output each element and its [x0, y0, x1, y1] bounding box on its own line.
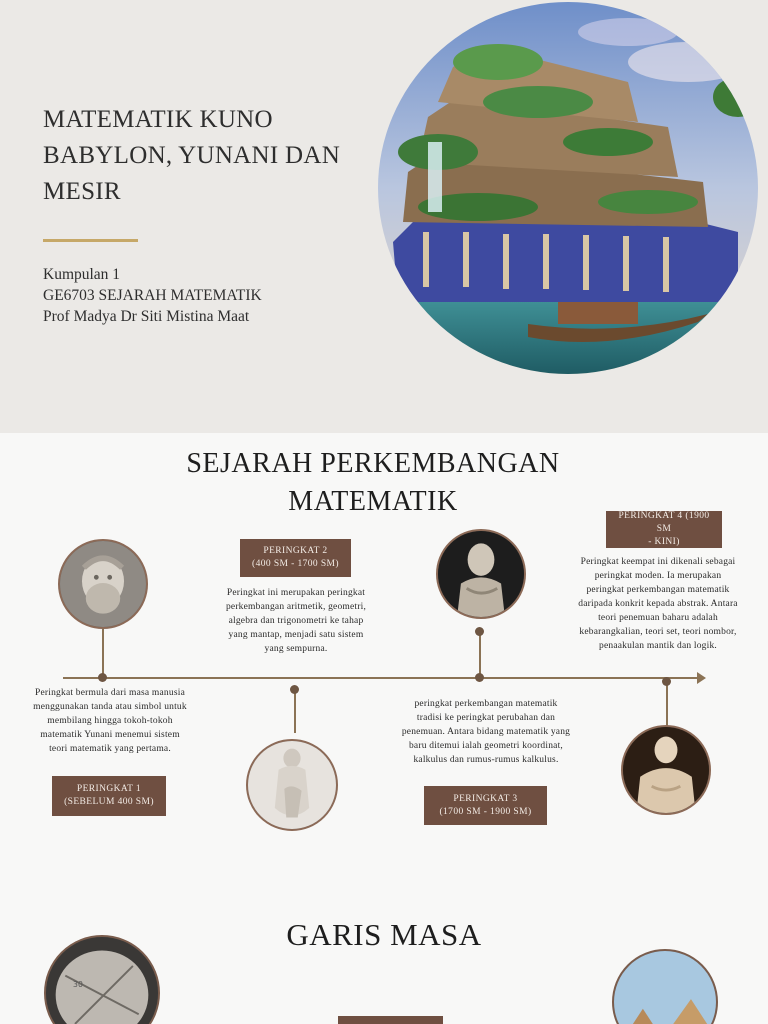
stage-1-description [12, 686, 208, 756]
tag-line: (400 SM - 1700 SM) [252, 559, 339, 569]
statue-image [246, 739, 338, 831]
tag-line: - KINI) [648, 537, 680, 547]
cover-subtitle [43, 264, 373, 327]
timeline-axis [63, 677, 699, 679]
timeline-arrowhead [697, 672, 706, 684]
history-title-line: SEJARAH PERKEMBANGAN [186, 448, 560, 479]
timeline-dot [475, 627, 484, 636]
tag-line: PERINGKAT 4 (1900 SM [618, 511, 710, 534]
desc-line: tradisi ke peringkat perubahan dan [416, 713, 556, 723]
tag-line: (SEBELUM 400 SM) [64, 797, 154, 807]
zeus-statue-image [58, 539, 148, 629]
timeline-stem [666, 683, 668, 727]
desc-line: penemuan. Antara bidang matematik yang [401, 727, 571, 737]
cover-title-line: BABYLON, YUNANI DAN [43, 142, 341, 169]
desc-line: Peringkat keempat ini dikenali sebagai [580, 557, 736, 567]
timeline-stem [102, 629, 104, 677]
desc-line: yang mantap, menjadi satu sistem [228, 630, 364, 640]
timeline-dot [475, 673, 484, 682]
tag-line: PERINGKAT 3 [453, 793, 518, 804]
cover-title-line: MESIR [43, 178, 121, 205]
babylonian-tablet-image [44, 935, 160, 1024]
history-slide [0, 433, 768, 1024]
desc-line: Peringkat bermula dari masa manusia [35, 688, 185, 698]
stage-2-tag [240, 539, 351, 577]
desc-line: teori matematik yang pertama. [49, 744, 171, 754]
timeline-stem [479, 631, 481, 677]
stage-1-tag [52, 776, 166, 816]
desc-line: peringkat perkembangan matematik [414, 699, 558, 709]
timeline-title: GARIS MASA [286, 917, 482, 952]
desc-line: menggunakan tanda atau simbol untuk [33, 702, 187, 712]
desc-line: matematik Yunani menemui sistem [40, 730, 180, 740]
gold-divider [43, 239, 138, 242]
cover-slide [0, 0, 768, 433]
stage-4-tag [606, 511, 722, 548]
desc-line: baru ditemui ialah geometri koordinat, [408, 741, 563, 751]
timeline-dot [662, 677, 671, 686]
tag-line: PERINGKAT 1 [76, 784, 142, 794]
desc-line: teori penemuan baharu adalah [598, 613, 718, 623]
timeline-stem [294, 689, 296, 733]
stage-2-description [200, 586, 392, 656]
desc-line: Peringkat ini merupakan peringkat [226, 588, 366, 598]
history-title [150, 445, 596, 521]
course-label: GE6703 SEJARAH MATEMATIK [43, 287, 262, 304]
tag-line: (1700 SM - 1900 SM) [439, 806, 532, 817]
desc-line: daripada konkrit kepada abstrak. Antara [578, 599, 738, 609]
cover-title [43, 102, 363, 210]
stage-4-description [552, 555, 764, 653]
stage-3-description [372, 697, 600, 767]
timeline-tag [338, 1016, 443, 1024]
desc-line: algebra dan trigonometri ke tahap [228, 616, 364, 626]
desc-line: perkembangan aritmetik, geometri, [225, 602, 367, 612]
hanging-gardens-image [378, 2, 758, 374]
desc-line: membilang hingga tokoh-tokoh [47, 716, 173, 726]
greek-philosopher-bust-image [436, 529, 526, 619]
history-title-line: MATEMATIK [288, 486, 458, 517]
desc-line: peringkat perkembangan matematik [586, 585, 730, 595]
svg-text:30: 30 [73, 980, 83, 990]
cover-title-line: MATEMATIK KUNO [43, 106, 273, 133]
desc-line: yang sempurna. [264, 644, 328, 654]
desc-line: kebarangkalian, teori set, teori nombor, [579, 627, 737, 637]
desc-line: peringkat moden. Ia merupakan [594, 571, 722, 581]
pyramid-image [612, 949, 718, 1024]
hercules-statue-image [621, 725, 711, 815]
timeline-dot [290, 685, 299, 694]
desc-line: penaakulan mantik dan logik. [599, 641, 717, 651]
desc-line: kalkulus dan rumus-rumus kalkulus. [413, 755, 559, 765]
group-label: Kumpulan 1 [43, 266, 121, 283]
stage-3-tag [424, 786, 547, 825]
lecturer-label: Prof Madya Dr Siti Mistina Maat [43, 308, 250, 325]
tag-line: PERINGKAT 2 [263, 546, 328, 556]
timeline-dot [98, 673, 107, 682]
